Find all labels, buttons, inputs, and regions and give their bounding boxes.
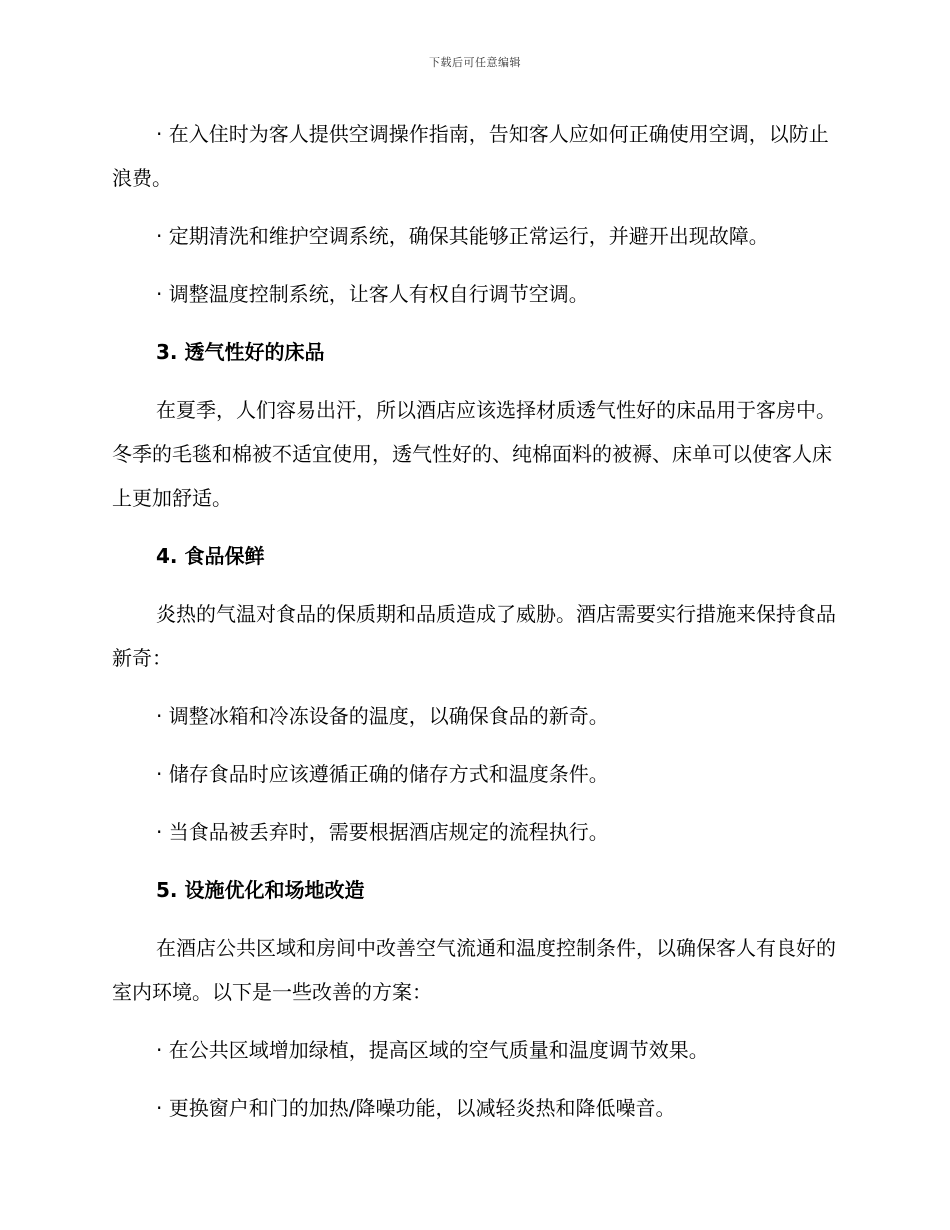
- bullet-temperature-control: · 调整温度控制系统，让客人有权自行调节空调。: [156, 282, 589, 306]
- paragraph-food: 炎热的气温对食品的保质期和品质造成了威胁。酒店需要实行措施来保持食品新奇：: [112, 602, 836, 670]
- bullet-disposal: · 当食品被丢弃时，需要根据酒店规定的流程执行。: [156, 820, 609, 844]
- section-heading-bedding: 3. 透气性好的床品: [156, 340, 325, 364]
- bullet-storage: · 储存食品时应该遵循正确的储存方式和温度条件。: [156, 762, 609, 786]
- bullet-windows: · 更换窗户和门的加热/降噪功能，以减轻炎热和降低噪音。: [156, 1096, 676, 1120]
- bullet-ac-guide: · 在入住时为客人提供空调操作指南，告知客人应如何正确使用空调，以防止浪费。: [112, 122, 829, 190]
- section-heading-food: 4. 食品保鲜: [156, 544, 265, 568]
- page-header-note: 下载后可任意编辑: [429, 56, 521, 69]
- paragraph-bedding: 在夏季，人们容易出汗，所以酒店应该选择材质透气性好的床品用于客房中。冬季的毛毯和棉被不适宜使用，透气性好的、纯棉面料的被褥、床单可以使客人床上更加舒适。: [112, 398, 836, 510]
- document-body: [112, 112, 838, 1130]
- bullet-ac-maintenance: · 定期清洗和维护空调系统，确保其能够正常运行，并避开出现故障。: [156, 224, 769, 248]
- bullet-fridge: · 调整冰箱和冷冻设备的温度，以确保食品的新奇。: [156, 704, 609, 728]
- paragraph-facilities: 在酒店公共区域和房间中改善空气流通和温度控制条件，以确保客人有良好的室内环境。以下是一些改善的方案：: [112, 936, 836, 1004]
- section-heading-facilities: 5. 设施优化和场地改造: [156, 878, 365, 902]
- bullet-greenery: · 在公共区域增加绿植，提高区域的空气质量和温度调节效果。: [156, 1038, 709, 1062]
